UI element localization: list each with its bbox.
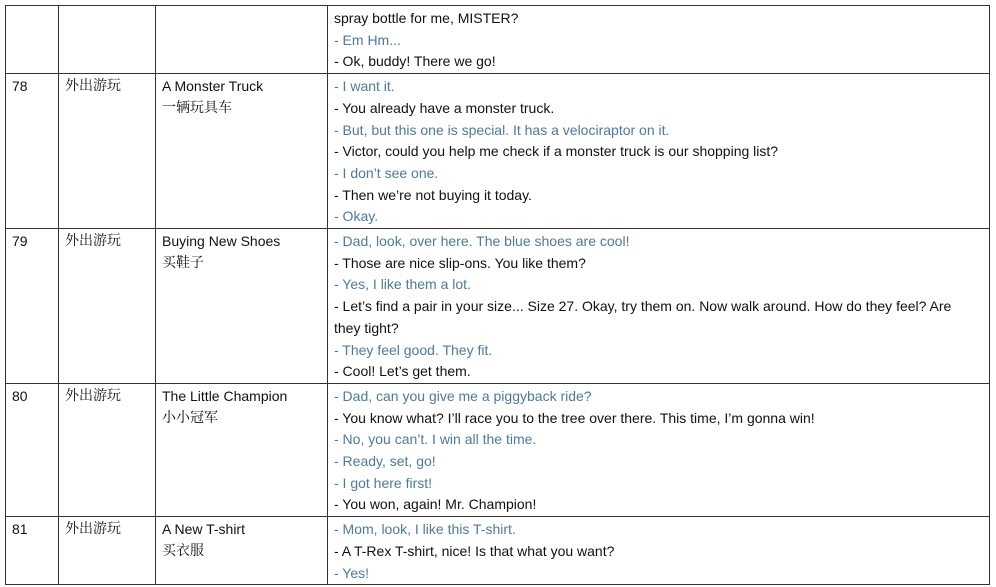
dialogue-table <box>5 5 990 585</box>
dialogue-line: - Ok, buddy! There we go! <box>334 53 496 70</box>
table-row <box>6 74 990 229</box>
dialogue-cell <box>328 229 990 384</box>
row-title-english: Buying New Shoes <box>162 233 281 250</box>
dialogue-line: - No, you can’t. I win all the time. <box>334 431 537 448</box>
row-category: 外出游玩 <box>59 383 156 516</box>
dialogue-line: - You won, again! Mr. Champion! <box>334 496 537 513</box>
dialogue-line: spray bottle for me, MISTER? <box>334 10 519 26</box>
row-title-cell <box>156 74 328 229</box>
dialogue-table-body <box>6 6 990 585</box>
dialogue-line: - Yes! <box>334 564 370 581</box>
dialogue-line: - You know what? I’ll race you to the tree over there. This time, I’m gonna win! <box>334 409 815 426</box>
dialogue-line: - Those are nice slip-ons. You like them? <box>334 254 586 271</box>
row-category <box>59 6 156 74</box>
dialogue-line: - I don’t see one. <box>334 164 439 181</box>
row-category: 外出游玩 <box>59 229 156 384</box>
row-title-chinese: 买鞋子 <box>162 254 204 271</box>
dialogue-cell <box>328 383 990 516</box>
table-row <box>6 383 990 516</box>
row-number <box>6 6 59 74</box>
dialogue-line: - A T-Rex T-shirt, nice! Is that what you want? <box>334 542 615 559</box>
dialogue-line: - Mom, look, I like this T-shirt. <box>334 521 516 538</box>
row-number: 79 <box>6 229 59 384</box>
table-row <box>6 229 990 384</box>
dialogue-line: - But, but this one is special. It has a velociraptor on it. <box>334 121 670 138</box>
dialogue-line: - I got here first! <box>334 474 433 491</box>
dialogue-line: - Dad, can you give me a piggyback ride? <box>334 387 592 404</box>
row-title-english: A New T-shirt <box>162 521 245 538</box>
dialogue-cell <box>328 74 990 229</box>
row-category: 外出游玩 <box>59 517 156 585</box>
dialogue-line: - Okay. <box>334 208 379 225</box>
row-number: 81 <box>6 517 59 585</box>
table-row <box>6 6 990 74</box>
dialogue-line: - Dad, look, over here. The blue shoes are cool! <box>334 233 630 250</box>
dialogue-cell <box>328 6 990 74</box>
dialogue-line: - Em Hm... <box>334 31 401 48</box>
row-title-chinese: 一辆玩具车 <box>162 99 232 116</box>
row-title-english: A Monster Truck <box>162 78 264 95</box>
dialogue-line: - Cool! Let’s get them. <box>334 363 471 380</box>
dialogue-line: - I want it. <box>334 78 395 95</box>
row-title-english: The Little Champion <box>162 387 288 404</box>
row-title-cell <box>156 383 328 516</box>
table-row <box>6 517 990 585</box>
row-category: 外出游玩 <box>59 74 156 229</box>
dialogue-line: - Ready, set, go! <box>334 453 436 470</box>
dialogue-line: - Victor, could you help me check if a monster truck is our shopping list? <box>334 143 779 160</box>
dialogue-line: - You already have a monster truck. <box>334 99 555 116</box>
row-title-cell <box>156 229 328 384</box>
dialogue-line: - They feel good. They fit. <box>334 341 493 358</box>
dialogue-line: - Yes, I like them a lot. <box>334 276 471 293</box>
row-title-cell <box>156 517 328 585</box>
row-number: 78 <box>6 74 59 229</box>
dialogue-line: - Then we’re not buying it today. <box>334 186 532 203</box>
dialogue-line: - Let’s find a pair in your size... Size 27. Okay, try them on. Now walk around. How do they feel? Are they tight? <box>334 298 952 336</box>
row-number: 80 <box>6 383 59 516</box>
row-title-cell <box>156 6 328 74</box>
row-title-chinese: 买衣服 <box>162 542 204 559</box>
row-title-chinese: 小小冠军 <box>162 409 218 426</box>
dialogue-cell <box>328 517 990 585</box>
